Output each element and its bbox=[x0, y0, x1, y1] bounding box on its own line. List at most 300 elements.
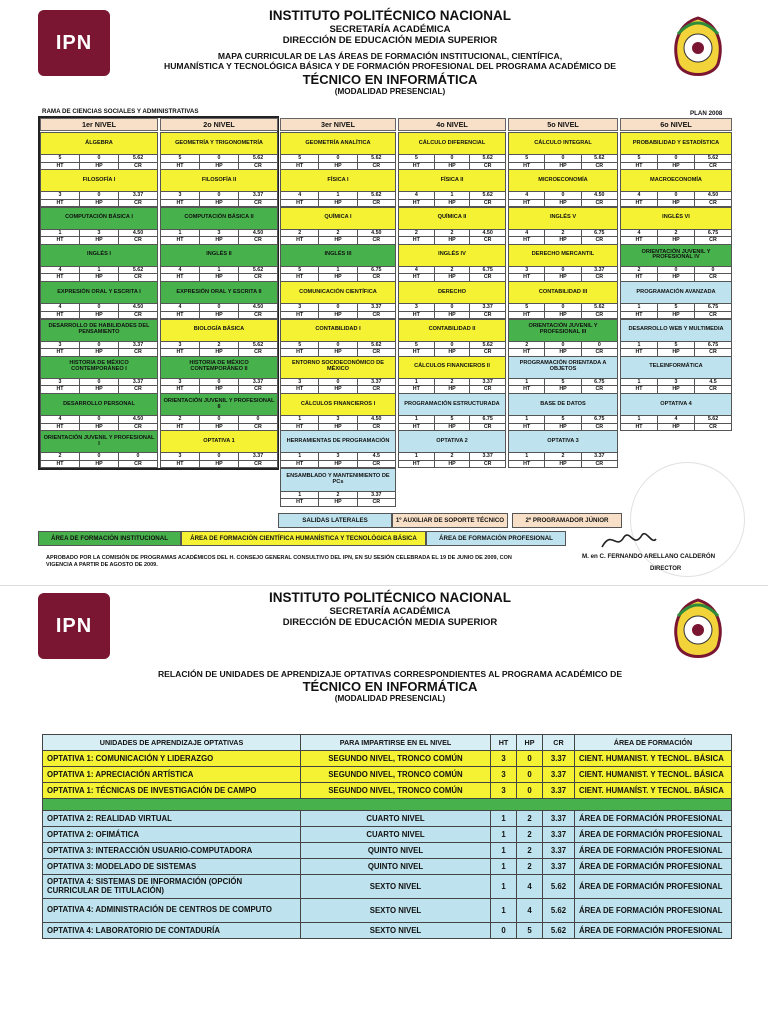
ht-value: 1 bbox=[399, 453, 435, 460]
subject-name: OPTATIVA 3 bbox=[547, 437, 579, 444]
subject-headers bbox=[281, 273, 395, 281]
cr-value: 4.50 bbox=[594, 192, 605, 199]
subject-card bbox=[398, 393, 506, 431]
subject-name: TELEINFORMÁTICA bbox=[649, 363, 703, 370]
subject-card bbox=[508, 356, 618, 394]
ht-label: HT bbox=[621, 163, 658, 170]
unidad-cell: OPTATIVA 4: SISTEMAS DE INFORMACIÓN (OPCIÓN CURRICULAR DE TITULACIÓN) bbox=[43, 875, 301, 899]
subject-card bbox=[398, 169, 506, 207]
hp-value: 1 bbox=[200, 267, 239, 274]
hp-value: 5 bbox=[658, 304, 695, 311]
cr-value: 6.75 bbox=[707, 229, 719, 236]
subject-card bbox=[508, 169, 618, 207]
cr-cell: 3.37 bbox=[543, 859, 575, 875]
subject-headers bbox=[621, 385, 731, 393]
cr-label: CR bbox=[709, 386, 717, 393]
subject-values bbox=[161, 341, 277, 349]
page-divider bbox=[0, 585, 768, 586]
subject-values bbox=[281, 491, 395, 499]
subject-name: OPTATIVA 4 bbox=[660, 400, 692, 407]
subject-values bbox=[161, 303, 277, 311]
subject-name: BIOLOGÍA BÁSICA bbox=[193, 326, 245, 333]
hp-value: 0 bbox=[545, 192, 581, 199]
cr-label: CR bbox=[483, 237, 492, 244]
cr-label: CR bbox=[709, 162, 717, 169]
cr-value: 6.75 bbox=[707, 341, 719, 348]
cr-cell: 3.37 bbox=[543, 751, 575, 767]
plan-label: PLAN 2008 bbox=[690, 110, 723, 117]
nivel-cell: QUINTO NIVEL bbox=[301, 859, 491, 875]
subject-values bbox=[281, 191, 395, 199]
hp-label: HP bbox=[319, 163, 357, 170]
cr-value: 5.62 bbox=[707, 416, 719, 423]
cr-label: CR bbox=[483, 423, 492, 430]
ht-label: HT bbox=[399, 461, 435, 468]
approval-note: APROBADO POR LA COMISIÓN DE PROGRAMAS ACADÉMICOS DEL H. CONSEJO GENERAL CONSULTIVO DEL IPN, EN SU SESIÓN CELEBRADA EL 19 DE JUNIO DE 2009, CON VIGENCIA A PARTIR DE AGOSTO DE 2009. bbox=[46, 555, 512, 569]
hp-label: HP bbox=[80, 274, 119, 281]
cr-value: 3.37 bbox=[252, 378, 264, 385]
cr-label: CR bbox=[254, 460, 262, 467]
subject-headers bbox=[509, 199, 617, 207]
subject-headers bbox=[621, 423, 731, 431]
subject-values bbox=[281, 154, 395, 162]
ht-value: 2 bbox=[41, 453, 80, 460]
subject-card bbox=[620, 319, 732, 357]
subject-headers bbox=[281, 498, 395, 506]
subject-name: BASE DE DATOS bbox=[540, 400, 586, 407]
ht-value: 1 bbox=[621, 304, 658, 311]
signer-name: M. en C. FERNANDO ARELLANO CALDERÓN bbox=[582, 553, 716, 560]
subject-card bbox=[280, 207, 396, 245]
hp-value: 0 bbox=[80, 304, 119, 311]
subject-headers bbox=[399, 199, 505, 207]
cr-label: CR bbox=[595, 460, 604, 467]
subject-name: ORIENTACIÓN JUVENIL Y PROFESIONAL II bbox=[163, 397, 275, 410]
subject-name: CÁLCULO INTEGRAL bbox=[534, 139, 592, 146]
cr-value: 4.50 bbox=[371, 229, 382, 236]
hp-label: HP bbox=[319, 312, 357, 319]
cr-label: CR bbox=[709, 423, 717, 430]
ht-label: HT bbox=[41, 461, 80, 468]
optativas-header-row bbox=[43, 735, 732, 751]
subject-card bbox=[280, 468, 396, 507]
cr-label: CR bbox=[134, 237, 142, 244]
hp-label: HP bbox=[435, 200, 471, 207]
hp-value: 1 bbox=[319, 267, 357, 274]
subject-card bbox=[620, 356, 732, 394]
subject-card bbox=[40, 169, 158, 207]
subject-headers bbox=[509, 236, 617, 244]
cr-value: 6.75 bbox=[594, 229, 605, 236]
ht-value: 1 bbox=[621, 342, 658, 349]
cr-cell: 3.37 bbox=[543, 767, 575, 783]
hp-value: 2 bbox=[435, 267, 471, 274]
hp-label: HP bbox=[435, 461, 471, 468]
hp-label: HP bbox=[200, 163, 239, 170]
subject-headers bbox=[281, 236, 395, 244]
ht-label: HT bbox=[161, 274, 200, 281]
hp-label: HP bbox=[435, 386, 471, 393]
hp-label: HP bbox=[200, 237, 239, 244]
cr-label: CR bbox=[372, 460, 381, 467]
subject-name: INGLÉS IV bbox=[438, 251, 466, 258]
ht-cell: 1 bbox=[491, 859, 517, 875]
unidad-cell: OPTATIVA 2: REALIDAD VIRTUAL bbox=[43, 811, 301, 827]
subject-card bbox=[40, 393, 158, 431]
subject-values bbox=[509, 154, 617, 162]
ht-label: HT bbox=[399, 200, 435, 207]
cr-label: CR bbox=[595, 423, 604, 430]
subject-headers bbox=[161, 273, 277, 281]
subject-card bbox=[40, 319, 158, 357]
subject-name: PROGRAMACIÓN AVANZADA bbox=[636, 288, 716, 295]
subject-headers bbox=[281, 199, 395, 207]
hp-value: 0 bbox=[319, 379, 357, 386]
ht-value: 3 bbox=[161, 342, 200, 349]
cr-label: CR bbox=[709, 349, 717, 355]
area-cell: ÁREA DE FORMACIÓN PROFESIONAL bbox=[575, 899, 732, 923]
rama-label: RAMA DE CIENCIAS SOCIALES Y ADMINISTRATIVAS bbox=[42, 108, 199, 115]
ht-value: 1 bbox=[281, 492, 319, 499]
cr-value: 3.37 bbox=[132, 192, 144, 199]
cr-label: CR bbox=[595, 311, 604, 318]
subject-headers bbox=[161, 423, 277, 431]
cr-label: CR bbox=[134, 274, 142, 281]
ht-cell: 1 bbox=[491, 843, 517, 859]
ht-label: HT bbox=[509, 312, 545, 319]
cr-cell: 5.62 bbox=[543, 899, 575, 923]
ht-cell: 3 bbox=[491, 751, 517, 767]
ipn-logo-text: IPN bbox=[55, 31, 93, 54]
subject-name: DESARROLLO DE HABILIDADES DEL PENSAMIENTO bbox=[48, 323, 150, 335]
cr-value: 3.37 bbox=[132, 378, 144, 385]
ht-label: HT bbox=[281, 200, 319, 207]
cr-label: CR bbox=[134, 386, 142, 393]
subject-headers bbox=[509, 273, 617, 281]
signature-icon bbox=[598, 527, 658, 553]
hp-value: 1 bbox=[319, 192, 357, 199]
cr-value: 5.62 bbox=[252, 341, 264, 348]
ht-label: HT bbox=[161, 386, 200, 393]
subject-values bbox=[399, 229, 505, 237]
ht-label: HT bbox=[509, 461, 545, 468]
subject-name: GEOMETRÍA ANALÍTICA bbox=[305, 139, 371, 146]
ht-value: 3 bbox=[41, 342, 80, 349]
direccion-label: DIRECCIÓN DE EDUCACIÓN MEDIA SUPERIOR bbox=[282, 35, 498, 47]
ht-cell: 0 bbox=[491, 923, 517, 939]
separator-cell bbox=[43, 799, 732, 811]
area-cell: CIENT. HUMANÍST. Y TECNOL. BÁSICA bbox=[575, 783, 732, 799]
hp-value: 2 bbox=[545, 230, 581, 237]
subject-name: DERECHO bbox=[438, 288, 466, 295]
subject-card bbox=[160, 207, 278, 245]
subject-card bbox=[620, 281, 732, 319]
map-line-1: MAPA CURRICULAR DE LAS ÁREAS DE FORMACIÓN INSTITUCIONAL, CIENTÍFICA, bbox=[217, 51, 563, 62]
hp-label: HP bbox=[80, 461, 119, 468]
level-header-3: 3er NIVEL bbox=[280, 118, 396, 131]
nivel-cell: SEXTO NIVEL bbox=[301, 875, 491, 899]
cr-label: CR bbox=[709, 237, 717, 244]
table-row bbox=[43, 923, 732, 939]
subject-headers bbox=[621, 311, 731, 319]
ht-label: HT bbox=[621, 424, 658, 431]
ipn-logo-text-2: IPN bbox=[55, 614, 93, 637]
subject-headers bbox=[399, 162, 505, 170]
subject-name: FILOSOFÍA II bbox=[201, 176, 237, 183]
table-row bbox=[43, 843, 732, 859]
cr-value: 3.37 bbox=[371, 491, 382, 498]
subject-headers bbox=[621, 162, 731, 170]
nivel-cell: QUINTO NIVEL bbox=[301, 843, 491, 859]
subject-values bbox=[161, 266, 277, 274]
nivel-cell: SEXTO NIVEL bbox=[301, 923, 491, 939]
hp-label: HP bbox=[658, 424, 695, 431]
subject-headers bbox=[621, 199, 731, 207]
subject-name: INGLÉS I bbox=[87, 251, 111, 258]
subject-name: ENSAMBLADO Y MANTENIMIENTO DE PCs bbox=[286, 472, 390, 485]
ht-value: 3 bbox=[161, 192, 200, 199]
unidad-cell: OPTATIVA 4: LABORATORIO DE CONTADURÍA bbox=[43, 923, 301, 939]
ht-label: HT bbox=[399, 349, 435, 356]
cr-label: CR bbox=[709, 274, 717, 281]
ht-label: HT bbox=[41, 200, 80, 207]
subject-values bbox=[41, 266, 157, 274]
ht-label: HT bbox=[281, 349, 319, 356]
ht-label: HT bbox=[509, 274, 545, 281]
subject-name: QUÍMICA II bbox=[437, 214, 467, 221]
hp-value: 2 bbox=[319, 492, 357, 499]
cr-label: CR bbox=[483, 162, 492, 169]
exits-label: SALIDAS LATERALES bbox=[278, 513, 392, 528]
ht-label: HT bbox=[281, 386, 319, 393]
optativas-body bbox=[43, 751, 732, 939]
subject-values bbox=[621, 229, 731, 237]
ht-label: HT bbox=[621, 200, 658, 207]
col-cr: CR bbox=[543, 735, 575, 751]
exit-second: 2º PROGRAMADOR JÚNIOR bbox=[512, 513, 622, 528]
subject-values bbox=[41, 378, 157, 386]
subject-headers bbox=[509, 423, 617, 431]
hp-label: HP bbox=[545, 200, 581, 207]
hp-value: 5 bbox=[658, 342, 695, 349]
ht-label: HT bbox=[621, 349, 658, 356]
ht-label: HT bbox=[399, 424, 435, 431]
hp-label: HP bbox=[658, 349, 695, 356]
cr-label: CR bbox=[134, 349, 142, 355]
hp-value: 0 bbox=[80, 453, 119, 460]
subject-headers bbox=[399, 385, 505, 393]
cr-value: 3.37 bbox=[371, 378, 382, 385]
hp-label: HP bbox=[658, 237, 695, 244]
subject-card bbox=[398, 430, 506, 468]
ht-value: 4 bbox=[41, 267, 80, 274]
subject-name: INGLÉS II bbox=[206, 251, 232, 258]
hp-label: HP bbox=[319, 237, 357, 244]
ht-cell: 1 bbox=[491, 811, 517, 827]
subject-values bbox=[621, 378, 731, 386]
hp-cell: 2 bbox=[517, 811, 543, 827]
hp-value: 0 bbox=[545, 342, 581, 349]
subject-name: DERECHO MERCANTIL bbox=[531, 251, 595, 258]
cr-label: CR bbox=[254, 386, 262, 393]
area-cell: ÁREA DE FORMACIÓN PROFESIONAL bbox=[575, 875, 732, 899]
hp-value: 0 bbox=[435, 304, 471, 311]
subject-headers bbox=[161, 348, 277, 356]
cr-label: CR bbox=[483, 199, 492, 206]
subject-name: PROBABILIDAD Y ESTADÍSTICA bbox=[632, 139, 720, 146]
cr-value: 0 bbox=[711, 266, 715, 273]
table-row bbox=[43, 767, 732, 783]
ht-label: HT bbox=[399, 312, 435, 319]
subject-headers bbox=[281, 162, 395, 170]
ht-label: HT bbox=[281, 163, 319, 170]
hp-label: HP bbox=[435, 163, 471, 170]
hp-value: 4 bbox=[658, 416, 695, 423]
ht-cell: 1 bbox=[491, 899, 517, 923]
table-row bbox=[43, 811, 732, 827]
cr-value: 4.5 bbox=[372, 453, 380, 460]
subject-headers bbox=[621, 273, 731, 281]
hp-value: 2 bbox=[435, 379, 471, 386]
subject-card bbox=[280, 132, 396, 170]
cr-label: CR bbox=[372, 237, 381, 244]
subject-name: PROGRAMACIÓN ORIENTADA A OBJETOS bbox=[519, 360, 607, 373]
cr-value: 5.62 bbox=[707, 155, 719, 161]
cr-label: CR bbox=[372, 274, 381, 281]
subject-name: CONTABILIDAD II bbox=[428, 326, 476, 333]
cr-value: 5.62 bbox=[132, 155, 144, 161]
unidad-cell: OPTATIVA 1: COMUNICACIÓN Y LIDERAZGO bbox=[43, 751, 301, 767]
ht-label: HT bbox=[161, 200, 200, 207]
cr-value: 4.50 bbox=[132, 416, 144, 423]
nivel-cell: SEGUNDO NIVEL, TRONCO COMÚN bbox=[301, 751, 491, 767]
cr-value: 5.62 bbox=[482, 192, 493, 199]
cr-label: CR bbox=[134, 423, 142, 430]
subject-values bbox=[161, 378, 277, 386]
hp-cell: 0 bbox=[517, 783, 543, 799]
ht-label: HT bbox=[399, 237, 435, 244]
ht-label: HT bbox=[161, 461, 200, 468]
col-ht: HT bbox=[491, 735, 517, 751]
hp-value: 2 bbox=[200, 342, 239, 349]
hp-cell: 2 bbox=[517, 859, 543, 875]
subject-name: HISTORIA DE MÉXICO CONTEMPORÁNEO I bbox=[69, 360, 129, 373]
subject-headers bbox=[41, 236, 157, 244]
subject-headers bbox=[281, 311, 395, 319]
subject-name: INGLÉS VI bbox=[662, 214, 690, 221]
modalidad-label-2: (MODALIDAD PRESENCIAL) bbox=[334, 694, 446, 704]
hp-label: HP bbox=[545, 424, 581, 431]
cr-label: CR bbox=[254, 162, 262, 169]
hp-label: HP bbox=[80, 386, 119, 393]
cr-cell: 3.37 bbox=[543, 843, 575, 859]
cr-label: CR bbox=[595, 162, 604, 169]
subject-values bbox=[399, 341, 505, 349]
hp-value: 0 bbox=[545, 267, 581, 274]
cr-value: 4.50 bbox=[252, 304, 264, 311]
cr-value: 3.37 bbox=[482, 453, 493, 460]
institute-name: INSTITUTO POLITÉCNICO NACIONAL bbox=[269, 8, 511, 23]
unidad-cell: OPTATIVA 3: MODELADO DE SISTEMAS bbox=[43, 859, 301, 875]
legend-cientifica: ÁREA DE FORMACIÓN CIENTÍFICA HUMANÍSTICA Y TECNOLÓGICA BÁSICA bbox=[181, 531, 426, 546]
secretaria-label-2: SECRETARÍA ACADÉMICA bbox=[329, 605, 451, 617]
subject-name: MACROECONOMÍA bbox=[650, 176, 702, 183]
cr-label: CR bbox=[254, 274, 262, 281]
area-cell: ÁREA DE FORMACIÓN PROFESIONAL bbox=[575, 827, 732, 843]
hp-label: HP bbox=[545, 386, 581, 393]
subject-headers bbox=[509, 162, 617, 170]
subject-card bbox=[160, 244, 278, 282]
ht-label: HT bbox=[41, 237, 80, 244]
subject-headers bbox=[399, 273, 505, 281]
subject-values bbox=[621, 303, 731, 311]
ht-value: 4 bbox=[161, 267, 200, 274]
level-header-5: 5o NIVEL bbox=[508, 118, 618, 131]
subject-values bbox=[399, 303, 505, 311]
hp-label: HP bbox=[319, 499, 357, 506]
ht-label: HT bbox=[161, 312, 200, 319]
relacion-label: RELACIÓN DE UNIDADES DE APRENDIZAJE OPTATIVAS CORRESPONDIENTES AL PROGRAMA ACADÉMICO DE bbox=[157, 669, 623, 679]
subject-values bbox=[281, 378, 395, 386]
cr-value: 6.75 bbox=[594, 378, 605, 385]
subject-values bbox=[509, 266, 617, 274]
subject-headers bbox=[41, 162, 157, 170]
ht-value: 1 bbox=[281, 453, 319, 460]
subject-values bbox=[399, 266, 505, 274]
subject-card bbox=[398, 207, 506, 245]
hp-label: HP bbox=[200, 274, 239, 281]
subject-card bbox=[620, 132, 732, 170]
ht-value: 3 bbox=[161, 379, 200, 386]
subject-name: CÁLCULOS FINANCIEROS I bbox=[300, 400, 376, 407]
cr-value: 0 bbox=[597, 341, 601, 348]
hp-value: 0 bbox=[200, 379, 239, 386]
optativas-header bbox=[150, 669, 630, 704]
subject-card bbox=[398, 356, 506, 394]
subject-values bbox=[399, 415, 505, 423]
subject-values bbox=[161, 229, 277, 237]
subject-name: DESARROLLO WEB Y MULTIMEDIA bbox=[628, 326, 724, 333]
nivel-cell: CUARTO NIVEL bbox=[301, 827, 491, 843]
cr-label: CR bbox=[483, 311, 492, 318]
ht-value: 5 bbox=[399, 342, 435, 349]
hp-value: 0 bbox=[319, 155, 357, 162]
map-line-2: HUMANÍSTICA Y TECNOLÓGICA BÁSICA Y DE FORMACIÓN PROFESIONAL DEL PROGRAMA ACADÉMICO DE bbox=[164, 61, 616, 72]
ht-cell: 3 bbox=[491, 767, 517, 783]
subject-values bbox=[621, 191, 731, 199]
subject-headers bbox=[281, 385, 395, 393]
subject-card bbox=[398, 319, 506, 357]
ht-value: 1 bbox=[621, 416, 658, 423]
hp-value: 1 bbox=[80, 267, 119, 274]
ht-value: 5 bbox=[281, 155, 319, 162]
ht-value: 3 bbox=[509, 267, 545, 274]
exit-first: 1º AUXILIAR DE SOPORTE TÉCNICO bbox=[392, 513, 508, 528]
subject-headers bbox=[161, 162, 277, 170]
ht-value: 1 bbox=[509, 379, 545, 386]
subject-values bbox=[41, 191, 157, 199]
ht-value: 3 bbox=[281, 379, 319, 386]
hp-label: HP bbox=[435, 274, 471, 281]
subject-card bbox=[280, 244, 396, 282]
cr-value: 4.50 bbox=[371, 416, 382, 423]
ht-label: HT bbox=[509, 424, 545, 431]
subject-name: OPTATIVA 1 bbox=[203, 437, 235, 444]
hp-value: 3 bbox=[319, 416, 357, 423]
cr-label: CR bbox=[595, 199, 604, 206]
nivel-cell: CUARTO NIVEL bbox=[301, 811, 491, 827]
area-cell: CIENT. HUMANIST. Y TECNOL. BÁSICA bbox=[575, 751, 732, 767]
